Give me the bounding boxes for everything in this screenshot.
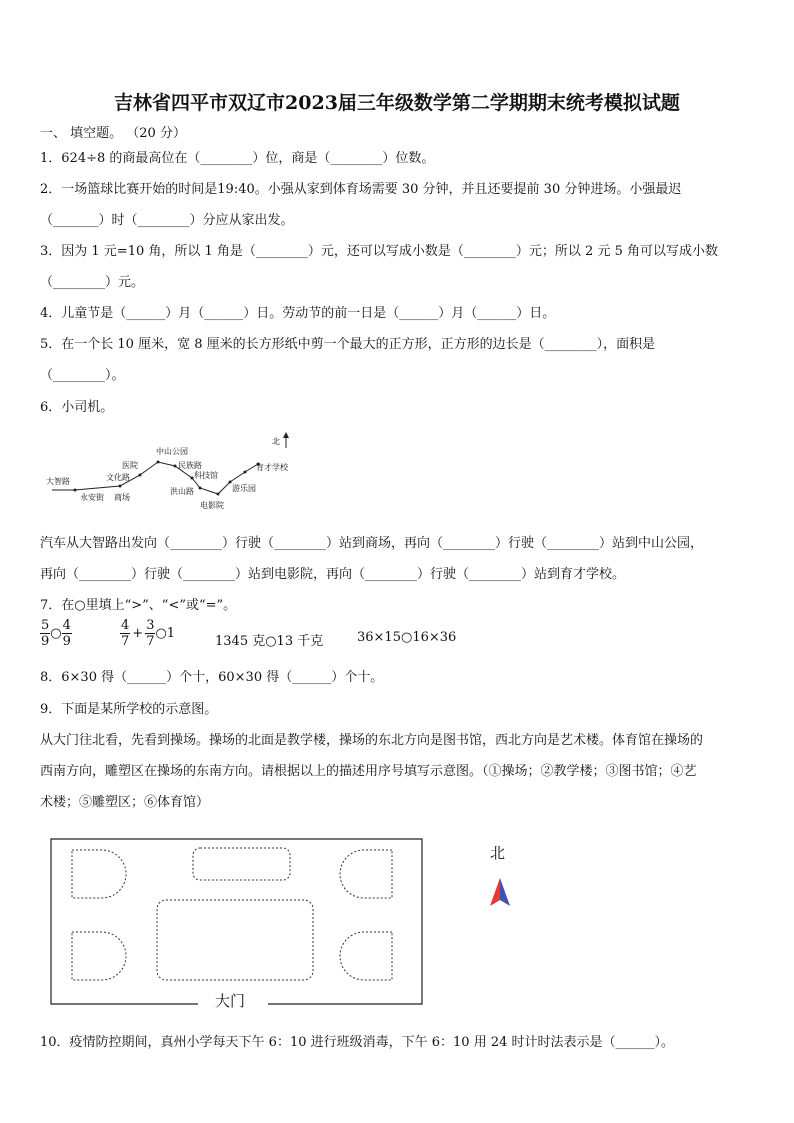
page-title: 吉林省四平市双辽市2023届三年级数学第二学期期末统考模拟试题 [114, 92, 680, 114]
stop-marker [139, 474, 142, 477]
north-arrow-head-icon [283, 432, 289, 438]
fraction: $\frac{5}{9}$ [41, 618, 50, 649]
gate-label: 大门 [215, 992, 246, 1010]
question-5-line-1: 5．在一个长 10 厘米，宽 8 厘米的长方形纸中剪一个最大的正方形，正方形的边长是（________），面积是 [40, 337, 656, 352]
fraction: $\frac{3}{7}$ [146, 618, 155, 649]
question-6-line-2: 再向（________）行驶（________）站到电影院，再向（________）行驶（________）站到育才学校。 [40, 567, 626, 582]
question-9-line-2: 西南方向，雕塑区在操场的东南方向。请根据以上的描述用序号填写示意图。（①操场；②教学楼；③图书馆；④艺 [40, 764, 697, 779]
building-slot [340, 850, 392, 898]
map-place-label: 民族路 [178, 461, 202, 470]
plus-sign: + [132, 626, 144, 641]
question-3-line-2: （________）元。 [40, 275, 145, 290]
map-place-label: 洪山路 [170, 487, 194, 496]
fraction: $\frac{4}{9}$ [62, 618, 71, 649]
question-1: 1．624÷8 的商最高位在（________）位，商是（________）位数。 [40, 151, 435, 166]
map-place-label: 商场 [114, 493, 130, 502]
stop-marker [199, 487, 202, 490]
map-place-label: 文化路 [106, 473, 130, 482]
map-place-label: 永安街 [80, 493, 104, 502]
map-place-label: 育才学校 [256, 463, 288, 472]
stop-marker [157, 461, 160, 464]
question-7-label: 7．在○里填上“>”、“<”或“=”。 [40, 598, 237, 613]
question-2-line-2: （_______）时（________）分应从家出发。 [40, 213, 294, 228]
question-9-line-1: 从大门往北看，先看到操场。操场的北面是教学楼，操场的东北方向是图书馆，西北方向是艺术楼。体育馆在操场的 [40, 733, 704, 748]
comparison-2 [120, 618, 175, 649]
question-5-line-2: （________）。 [40, 368, 125, 383]
comparison-1 [40, 618, 72, 649]
stop-marker [174, 465, 177, 468]
map-place-label: 电影院 [200, 501, 224, 510]
building-slot [72, 850, 126, 898]
school-diagram [50, 838, 424, 1008]
question-8: 8．6×30 得（______）个十，60×30 得（______）个十。 [40, 670, 384, 685]
compass-north-label: 北 [490, 844, 506, 862]
question-10: 10．疫情防控期间，真州小学每天下午 6：10 进行班级消毒，下午 6：10 用 24 时计时法表示是（______）。 [40, 1035, 675, 1050]
compass-arrow-icon [486, 842, 516, 912]
map-place-label: 医院 [122, 461, 138, 470]
question-2-line-1: 2．一场篮球比赛开始的时间是19:40。小强从家到体育场需要 30 分钟，并且还要提前 30 分钟进场。小强最迟 [40, 182, 682, 197]
compare-circle: ○ [50, 626, 62, 641]
map-place-label: 游乐园 [232, 484, 256, 493]
question-9-line-3: 术楼；⑤雕塑区；⑥体育馆） [40, 795, 210, 810]
question-6-line-1: 汽车从大智路出发向（________）行驶（________）站到商场，再向（________）行驶（________）站到中山公园， [40, 536, 704, 551]
building-slot [157, 900, 313, 980]
question-6-label: 6．小司机。 [40, 400, 114, 415]
building-slot [72, 932, 126, 980]
school-diagram-shapes [50, 838, 424, 1008]
question-4: 4．儿童节是（______）月（______）日。劳动节的前一日是（______）月（______）日。 [40, 306, 556, 321]
stop-marker [119, 485, 122, 488]
stop-marker [244, 471, 247, 474]
question-9-label: 9．下面是某所学校的示意图。 [40, 702, 218, 717]
building-slot [193, 848, 290, 880]
map-place-label: 大智路 [46, 477, 70, 486]
compare-circle-with-one: ○1 [155, 626, 176, 641]
comparison-4: 36×15○16×36 [357, 630, 457, 645]
map-place-label: 科技馆 [194, 471, 218, 480]
map-place-label: 中山公园 [156, 447, 188, 456]
comparison-3: 1345 克○13 千克 [215, 634, 324, 649]
map-north-label: 北 [272, 437, 280, 446]
fraction: $\frac{4}{7}$ [121, 618, 130, 649]
route-map [40, 430, 310, 520]
question-3-line-1: 3．因为 1 元=10 角，所以 1 角是（________）元，还可以写成小数是（________）元；所以 2 元 5 角可以写成小数 [40, 244, 718, 259]
building-slot [340, 932, 392, 980]
section-heading: 一、 填空题。 （20 分） [40, 126, 186, 141]
route-map-lines [40, 430, 310, 520]
stop-marker [217, 493, 220, 496]
stop-marker [74, 489, 77, 492]
compass [486, 842, 516, 912]
